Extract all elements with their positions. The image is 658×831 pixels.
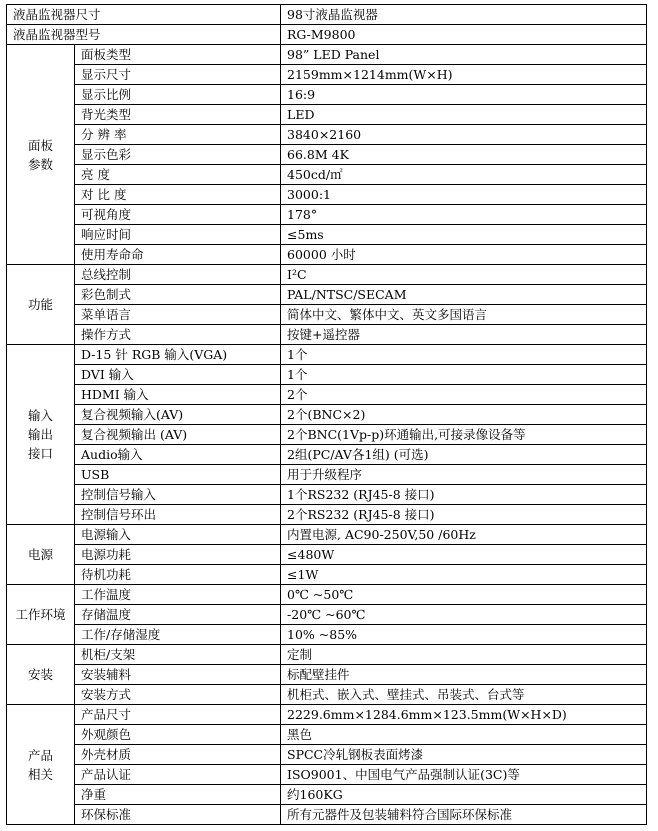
spec-label: 对 比 度 <box>75 185 281 205</box>
spec-label: 电源输入 <box>75 525 281 545</box>
spec-value: 60000 小时 <box>281 245 647 265</box>
spec-label: 液晶监视器尺寸 <box>7 5 281 25</box>
section-title <box>7 345 75 525</box>
spec-label: HDMI 输入 <box>75 385 281 405</box>
spec-label: DVI 输入 <box>75 365 281 385</box>
table-row <box>7 125 647 145</box>
spec-value: 机柜式、嵌入式、壁挂式、吊装式、台式等 <box>281 685 647 705</box>
table-row <box>7 225 647 245</box>
table-row <box>7 665 647 685</box>
section-title <box>7 705 75 825</box>
table-row <box>7 425 647 445</box>
section-title <box>7 585 75 645</box>
header-row <box>7 5 647 25</box>
spec-label: 可视角度 <box>75 205 281 225</box>
spec-value: -20℃ ~60℃ <box>281 605 647 625</box>
spec-label: 安装辅料 <box>75 665 281 685</box>
table-row <box>7 245 647 265</box>
table-row <box>7 785 647 805</box>
table-row <box>7 165 647 185</box>
table-row <box>7 745 647 765</box>
section-title-line: 输入 <box>27 408 53 423</box>
spec-value: ≤1W <box>281 565 647 585</box>
spec-value: SPCC冷轧钢板表面烤漆 <box>281 745 647 765</box>
spec-label: 电源功耗 <box>75 545 281 565</box>
table-row <box>7 145 647 165</box>
spec-label: 待机功耗 <box>75 565 281 585</box>
section-title-line: 电源 <box>27 547 53 562</box>
spec-value: 2个BNC(1Vp-p)环通输出,可接录像设备等 <box>281 425 647 445</box>
spec-label: 工作/存储湿度 <box>75 625 281 645</box>
spec-label: 分 辨 率 <box>75 125 281 145</box>
spec-value: 简体中文、繁体中文、英文多国语言 <box>281 305 647 325</box>
spec-label: 操作方式 <box>75 325 281 345</box>
spec-label: 背光类型 <box>75 105 281 125</box>
table-row <box>7 385 647 405</box>
table-row <box>7 65 647 85</box>
spec-value: 1个 <box>281 345 647 365</box>
spec-label: 外观颜色 <box>75 725 281 745</box>
section-title-line: 工作环境 <box>15 607 66 622</box>
table-row <box>7 465 647 485</box>
spec-value: 1个 <box>281 365 647 385</box>
spec-label: 面板类型 <box>75 45 281 65</box>
spec-label: 环保标准 <box>75 805 281 825</box>
section-title-line: 参数 <box>27 156 53 172</box>
table-row <box>7 485 647 505</box>
spec-value: 2个 <box>281 385 647 405</box>
section-title-line: 功能 <box>27 297 53 312</box>
section-title <box>7 45 75 265</box>
spec-value: 0℃ ~50℃ <box>281 585 647 605</box>
section-title-line: 产品 <box>27 747 53 763</box>
spec-label: USB <box>75 465 281 485</box>
spec-label: 产品尺寸 <box>75 705 281 725</box>
spec-label: 显示色彩 <box>75 145 281 165</box>
spec-label: 总线控制 <box>75 265 281 285</box>
spec-value: 按键+遥控器 <box>281 325 647 345</box>
section-title <box>7 265 75 345</box>
spec-value: 2个(BNC×2) <box>281 405 647 425</box>
section-title <box>7 645 75 705</box>
table-row <box>7 685 647 705</box>
table-row <box>7 625 647 645</box>
spec-value: 黑色 <box>281 725 647 745</box>
spec-value: 标配壁挂件 <box>281 665 647 685</box>
spec-value: 98寸液晶监视器 <box>281 5 647 25</box>
table-row <box>7 545 647 565</box>
spec-value: LED <box>281 105 647 125</box>
table-row <box>7 305 647 325</box>
table-row <box>7 345 647 365</box>
spec-value: ≤5ms <box>281 225 647 245</box>
spec-label: 显示比例 <box>75 85 281 105</box>
table-row <box>7 105 647 125</box>
section-title-line: 安装 <box>27 667 53 682</box>
spec-value: ≤480W <box>281 545 647 565</box>
spec-value: 定制 <box>281 645 647 665</box>
table-row <box>7 285 647 305</box>
spec-label: 菜单语言 <box>75 305 281 325</box>
spec-label: 亮 度 <box>75 165 281 185</box>
table-row <box>7 605 647 625</box>
spec-label: 安装方式 <box>75 685 281 705</box>
spec-value: 所有元器件及包装辅料符合国际环保标准 <box>281 805 647 825</box>
table-row <box>7 585 647 605</box>
table-row <box>7 405 647 425</box>
table-row <box>7 265 647 285</box>
section-title-line: 输出 <box>27 427 53 442</box>
spec-value: RG-M9800 <box>281 25 647 45</box>
section-title <box>7 525 75 585</box>
spec-label: 产品认证 <box>75 765 281 785</box>
spec-label: 控制信号输入 <box>75 485 281 505</box>
spec-value: 10% ~85% <box>281 625 647 645</box>
table-row <box>7 445 647 465</box>
spec-label: 外壳材质 <box>75 745 281 765</box>
table-row <box>7 725 647 745</box>
table-row <box>7 85 647 105</box>
header-row <box>7 25 647 45</box>
spec-value: 2229.6mm×1284.6mm×123.5mm(W×H×D) <box>281 705 647 725</box>
spec-value: 178° <box>281 205 647 225</box>
spec-label: 彩色制式 <box>75 285 281 305</box>
spec-label: 使用寿命命 <box>75 245 281 265</box>
table-row <box>7 365 647 385</box>
table-row <box>7 705 647 725</box>
spec-value: 16:9 <box>281 85 647 105</box>
spec-value: 3840×2160 <box>281 125 647 145</box>
spec-label: 复合视频输出 (AV) <box>75 425 281 445</box>
spec-value: 2个RS232 (RJ45-8 接口) <box>281 505 647 525</box>
spec-label: 存储温度 <box>75 605 281 625</box>
table-row <box>7 765 647 785</box>
spec-label: 液晶监视器型号 <box>7 25 281 45</box>
table-row <box>7 325 647 345</box>
table-row <box>7 645 647 665</box>
spec-value: PAL/NTSC/SECAM <box>281 285 647 305</box>
spec-value: 66.8M 4K <box>281 145 647 165</box>
table-row <box>7 525 647 545</box>
spec-label: 响应时间 <box>75 225 281 245</box>
spec-value: I²C <box>281 265 647 285</box>
spec-value: 2159mm×1214mm(W×H) <box>281 65 647 85</box>
spec-label: 机柜/支架 <box>75 645 281 665</box>
table-row <box>7 185 647 205</box>
spec-value: 内置电源, AC90-250V,50 /60Hz <box>281 525 647 545</box>
spec-label: 工作温度 <box>75 585 281 605</box>
spec-value: 450cd/㎡ <box>281 165 647 185</box>
spec-value: 用于升级程序 <box>281 465 647 485</box>
table-row <box>7 45 647 65</box>
spec-value: 1个RS232 (RJ45-8 接口) <box>281 485 647 505</box>
section-title-line: 接口 <box>27 446 53 461</box>
section-title-line: 面板 <box>27 137 53 153</box>
spec-table <box>6 4 647 825</box>
spec-label: 净重 <box>75 785 281 805</box>
table-row <box>7 505 647 525</box>
spec-label: 控制信号环出 <box>75 505 281 525</box>
table-row <box>7 805 647 825</box>
spec-value: 3000:1 <box>281 185 647 205</box>
spec-value: 2组(PC/AV各1组) (可选) <box>281 445 647 465</box>
table-row <box>7 565 647 585</box>
spec-label: Audio输入 <box>75 445 281 465</box>
spec-label: 显示尺寸 <box>75 65 281 85</box>
spec-value: 98” LED Panel <box>281 45 647 65</box>
table-row <box>7 205 647 225</box>
spec-value: 约160KG <box>281 785 647 805</box>
spec-value: ISO9001、中国电气产品强制认证(3C)等 <box>281 765 647 785</box>
spec-label: 复合视频输入(AV) <box>75 405 281 425</box>
spec-table-body <box>7 5 647 825</box>
spec-label: D-15 针 RGB 输入(VGA) <box>75 345 281 365</box>
section-title-line: 相关 <box>27 766 53 782</box>
